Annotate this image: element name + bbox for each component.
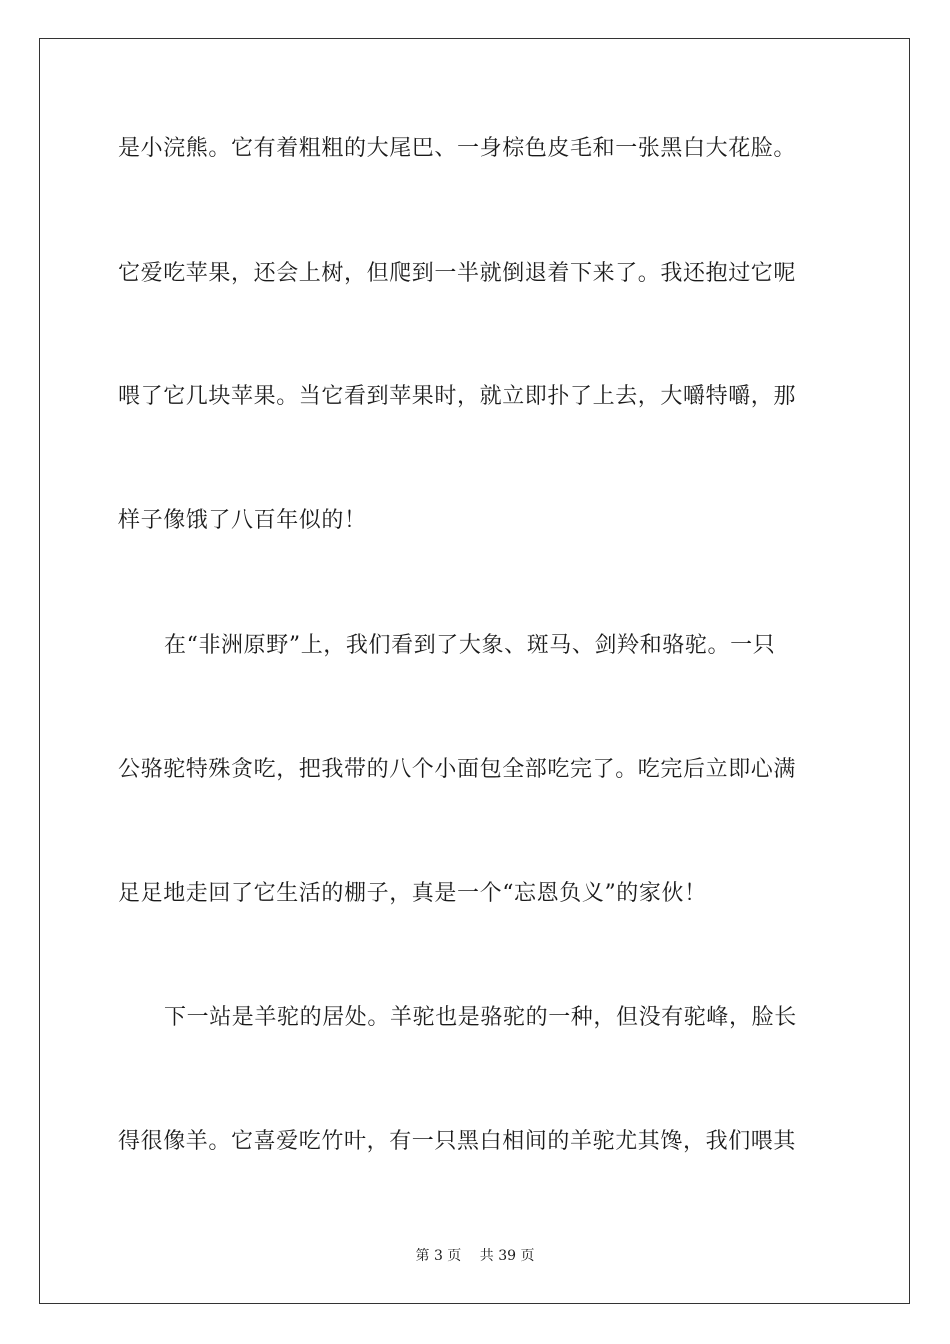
- page-total: 共 39 页: [479, 1248, 535, 1264]
- body-text-line-9: 得很像羊。它喜爱吃竹叶，有一只黑白相间的羊驼尤其馋，我们喂其: [118, 1129, 797, 1154]
- page-frame: [39, 38, 910, 1304]
- body-text-line-8: 下一站是羊驼的居处。羊驼也是骆驼的一种，但没有驼峰，脸长: [164, 1005, 797, 1030]
- body-text-line-2: 它爱吃苹果，还会上树，但爬到一半就倒退着下来了。我还抱过它呢: [118, 261, 797, 286]
- body-text-line-7: 足足地走回了它生活的棚子，真是一个“忘恩负义”的家伙！: [118, 881, 707, 906]
- body-text-line-6: 公骆驼特殊贪吃，把我带的八个小面包全部吃完了。吃完后立即心满: [118, 757, 797, 782]
- body-text-line-1: 是小浣熊。它有着粗粗的大尾巴、一身棕色皮毛和一张黑白大花脸。: [118, 136, 797, 161]
- body-text-line-4: 样子像饿了八百年似的！: [118, 508, 367, 533]
- page-footer: [0, 1246, 950, 1266]
- body-text-line-5: 在“非洲原野”上，我们看到了大象、斑马、剑羚和骆驼。一只: [164, 633, 776, 658]
- body-text-line-3: 喂了它几块苹果。当它看到苹果时，就立即扑了上去，大嚼特嚼，那: [118, 384, 797, 409]
- page-number: 第 3 页: [415, 1248, 462, 1264]
